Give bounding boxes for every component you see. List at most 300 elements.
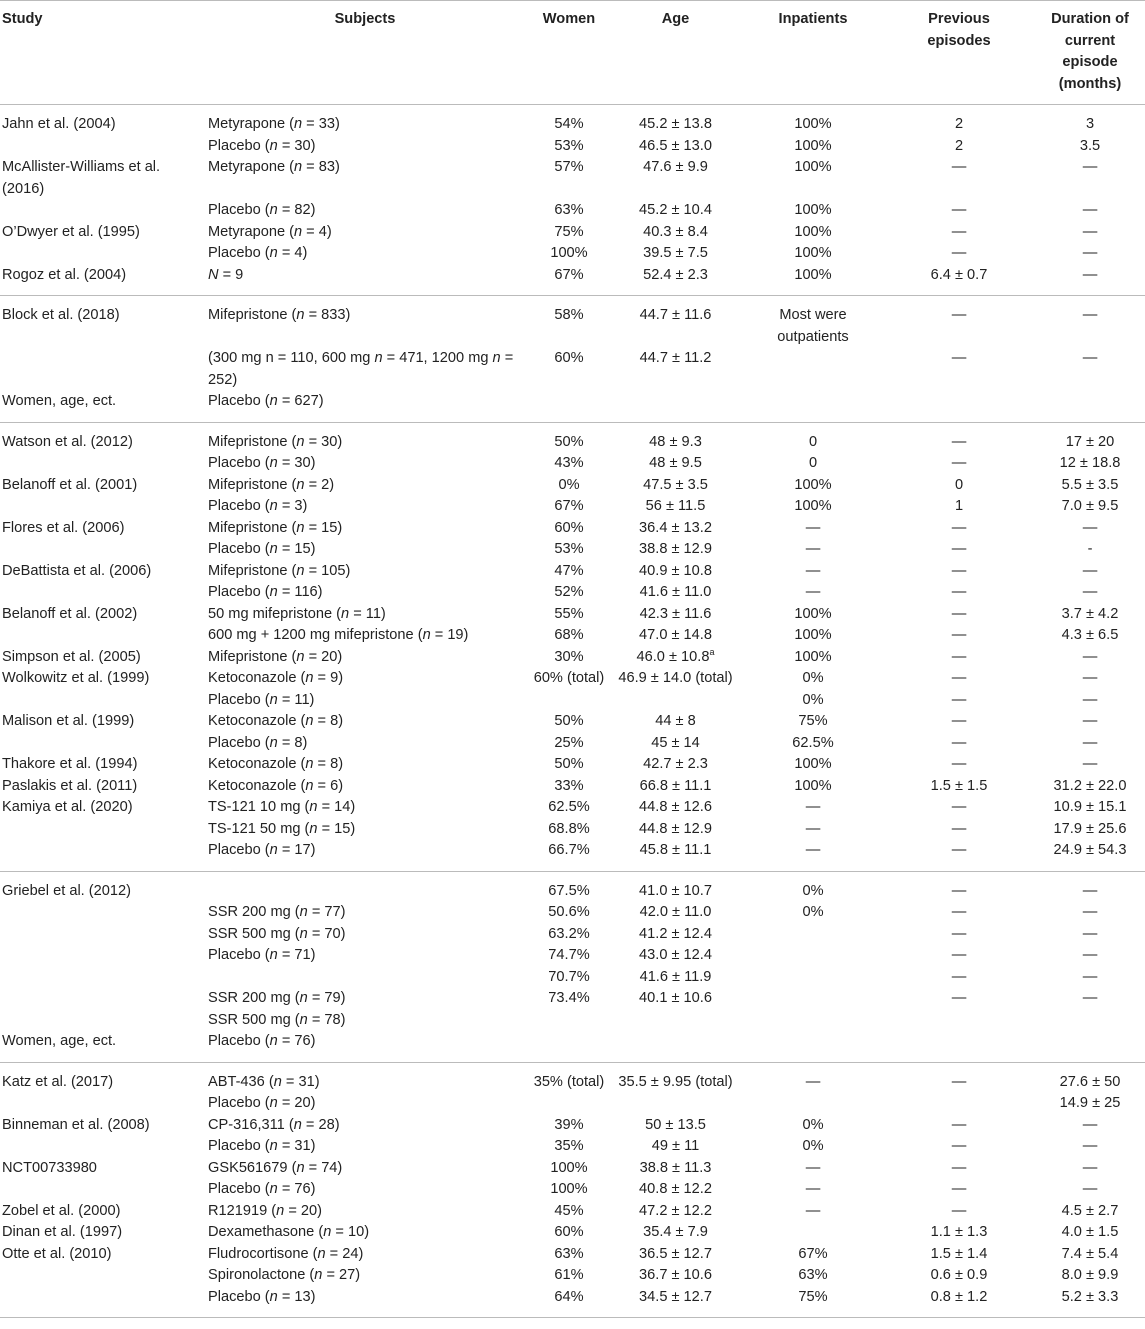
table-row <box>0 819 1145 841</box>
table-group-3 <box>0 422 1145 871</box>
cell-study <box>0 967 200 989</box>
cell-duration: — <box>1082 904 1098 920</box>
cell-study <box>0 243 200 265</box>
cell-age: 44.8 ± 12.6 <box>639 799 712 815</box>
cell-previous-episodes: — <box>951 350 967 366</box>
cell-age: 47.5 ± 3.5 <box>643 476 708 493</box>
cell-duration: 5.5 ± 3.5 <box>1061 476 1119 493</box>
cell-inpatients: 100% <box>794 777 832 794</box>
table-group-2 <box>0 296 1145 423</box>
cell-previous-episodes: — <box>951 605 967 622</box>
cell-inpatients: 0% <box>802 882 824 899</box>
cell-study: Rogoz et al. (2004) <box>2 266 127 283</box>
cell-study: Block et al. (2018) <box>2 307 120 323</box>
cell-subjects: Placebo (n = 30) <box>208 137 316 154</box>
cell-previous-episodes: — <box>951 820 967 837</box>
cell-duration: — <box>1082 519 1098 536</box>
cell-subjects: Placebo (n = 71) <box>208 947 316 963</box>
cell-women: 60% <box>554 350 584 366</box>
cell-duration: 7.4 ± 5.4 <box>1061 1245 1119 1262</box>
cell-previous-episodes: — <box>951 799 967 815</box>
cell-study <box>0 1093 200 1115</box>
cell-duration: 4.5 ± 2.7 <box>1061 1202 1119 1219</box>
cell-women: 55% <box>554 605 584 622</box>
cell-previous-episodes: — <box>951 713 967 729</box>
table-row <box>0 647 1145 669</box>
cell-study: Binneman et al. (2008) <box>2 1116 150 1133</box>
cell-duration: — <box>1082 947 1098 963</box>
cell-subjects: Placebo (n = 17) <box>208 842 316 858</box>
cell-inpatients: 100% <box>794 137 832 154</box>
cell-previous-episodes: — <box>951 584 967 600</box>
cell-study <box>0 733 200 755</box>
cell-study: Wolkowitz et al. (1999) <box>2 670 150 686</box>
cell-inpatients: 75% <box>798 1288 828 1305</box>
cell-study: NCT00733980 <box>2 1159 97 1176</box>
cell-subjects: Placebo (n = 116) <box>208 584 323 600</box>
cell-duration: — <box>1082 159 1098 175</box>
cell-duration: — <box>1082 1116 1098 1133</box>
table-row <box>0 582 1145 604</box>
cell-inpatients: 100% <box>794 116 832 132</box>
cell-inpatients: 100% <box>794 202 832 218</box>
cell-inpatients: 0% <box>802 1116 824 1133</box>
cell-previous-episodes: — <box>951 1159 967 1176</box>
cell-subjects: Mifepristone (n = 833) <box>208 307 351 323</box>
cell-age: 45.2 ± 13.8 <box>639 116 712 132</box>
cell-previous-episodes: — <box>951 627 967 643</box>
cell-subjects: Placebo (n = 11) <box>208 691 315 708</box>
cell-women: 63.2% <box>548 925 590 942</box>
cell-previous-episodes: — <box>951 307 967 323</box>
cell-women: 50.6% <box>548 904 590 920</box>
table-row <box>0 391 1145 422</box>
cell-inpatients: 63% <box>798 1267 828 1283</box>
cell-subjects <box>200 967 530 989</box>
cell-age: 36.7 ± 10.6 <box>639 1267 712 1283</box>
cell-duration: 3 <box>1085 116 1095 132</box>
table-row <box>0 243 1145 265</box>
cell-previous-episodes: — <box>951 756 967 772</box>
table-row <box>0 1010 1145 1032</box>
cell-age: 45.8 ± 11.1 <box>639 842 712 858</box>
cell-subjects: Placebo (n = 31) <box>208 1138 316 1154</box>
table-row <box>0 1244 1145 1266</box>
table-row <box>0 496 1145 518</box>
cell-previous-episodes <box>883 1010 1035 1032</box>
cell-inpatients: — <box>805 842 821 858</box>
cell-duration <box>1035 391 1145 422</box>
cell-study <box>0 1136 200 1158</box>
table-row <box>0 690 1145 712</box>
cell-previous-episodes: — <box>951 519 967 536</box>
cell-inpatients: 100% <box>794 627 832 643</box>
cell-study <box>0 690 200 712</box>
cell-inpatients <box>743 945 883 967</box>
table-row <box>0 924 1145 946</box>
cell-study: Griebel et al. (2012) <box>2 882 131 899</box>
cell-study: Jahn et al. (2004) <box>2 116 116 132</box>
header-duration: Duration of current episode (months) <box>1051 11 1129 92</box>
cell-study <box>0 1179 200 1201</box>
cell-duration: 8.0 ± 9.9 <box>1061 1267 1119 1283</box>
table-row <box>0 539 1145 561</box>
table-row <box>0 200 1145 222</box>
cell-study: Belanoff et al. (2001) <box>2 476 138 493</box>
cell-study <box>0 200 200 222</box>
table-row <box>0 518 1145 540</box>
cell-study: Simpson et al. (2005) <box>2 648 141 665</box>
cell-study: Katz et al. (2017) <box>2 1073 114 1090</box>
table-row <box>0 871 1145 902</box>
cell-subjects: SSR 500 mg (n = 78) <box>208 1011 346 1028</box>
cell-women: 63% <box>554 1245 584 1262</box>
cell-duration: — <box>1082 1181 1098 1197</box>
table-row <box>0 265 1145 296</box>
cell-study <box>0 988 200 1010</box>
cell-women: 47% <box>554 562 584 579</box>
table-row <box>0 561 1145 583</box>
table-group-4 <box>0 871 1145 1062</box>
cell-study: Thakore et al. (1994) <box>2 756 138 772</box>
cell-study: DeBattista et al. (2006) <box>2 562 152 579</box>
cell-women: 75% <box>554 223 584 240</box>
cell-previous-episodes: — <box>951 904 967 920</box>
cell-women: 68.8% <box>548 820 590 837</box>
cell-age: 66.8 ± 11.1 <box>639 777 712 794</box>
cell-duration: — <box>1082 756 1098 772</box>
cell-previous-episodes: 0 <box>954 476 964 493</box>
cell-age: 41.2 ± 12.4 <box>639 925 712 942</box>
cell-subjects: TS-121 10 mg (n = 14) <box>208 799 356 815</box>
cell-subjects: Metyrapone (n = 83) <box>208 159 340 175</box>
cell-women <box>530 690 608 712</box>
cell-duration: — <box>1082 562 1098 579</box>
cell-women: 58% <box>554 307 584 323</box>
cell-age: 39.5 ± 7.5 <box>643 245 708 261</box>
cell-duration: — <box>1082 968 1098 985</box>
cell-women: 74.7% <box>548 947 590 963</box>
cell-duration <box>1035 1010 1145 1032</box>
cell-women: 100% <box>550 1181 588 1197</box>
cell-duration: 31.2 ± 22.0 <box>1053 777 1127 794</box>
cell-subjects: Ketoconazole (n = 9) <box>208 670 344 686</box>
cell-study <box>0 819 200 841</box>
cell-inpatients <box>743 1010 883 1032</box>
cell-women: 39% <box>554 1116 584 1133</box>
cell-subjects: Fludrocortisone (n = 24) <box>208 1245 364 1262</box>
cell-inpatients: — <box>805 820 821 837</box>
cell-previous-episodes <box>883 1031 1035 1062</box>
table-header <box>0 1 1145 105</box>
cell-subjects: Placebo (n = 30) <box>208 455 316 471</box>
cell-age: 35.4 ± 7.9 <box>643 1224 708 1240</box>
cell-age: 47.2 ± 12.2 <box>639 1202 712 1219</box>
table-row <box>0 1265 1145 1287</box>
cell-study <box>0 496 200 518</box>
cell-age <box>608 1093 743 1115</box>
cell-duration: 4.0 ± 1.5 <box>1061 1224 1119 1240</box>
cell-study <box>0 945 200 967</box>
cell-women: 0% <box>558 476 580 493</box>
cell-previous-episodes: 1.5 ± 1.4 <box>930 1245 988 1262</box>
cell-inpatients: — <box>805 1073 821 1090</box>
cell-previous-episodes: — <box>951 1116 967 1133</box>
cell-inpatients: — <box>805 562 821 579</box>
cell-previous-episodes: — <box>951 734 967 751</box>
table-row <box>0 1201 1145 1223</box>
cell-study: Dinan et al. (1997) <box>2 1224 123 1240</box>
cell-previous-episodes: — <box>951 245 967 261</box>
cell-duration: — <box>1082 350 1098 366</box>
table-row <box>0 296 1145 349</box>
cell-inpatients: — <box>805 1181 821 1197</box>
cell-duration: 27.6 ± 50 <box>1059 1073 1121 1090</box>
cell-inpatients: — <box>805 541 821 557</box>
cell-inpatients: — <box>805 1159 821 1176</box>
cell-women: 100% <box>550 245 588 261</box>
cell-previous-episodes: — <box>951 1138 967 1154</box>
cell-age: 36.5 ± 12.7 <box>639 1245 712 1262</box>
cell-subjects: Metyrapone (n = 33) <box>208 116 340 132</box>
cell-previous-episodes: 0.6 ± 0.9 <box>930 1267 988 1283</box>
cell-previous-episodes: — <box>951 159 967 175</box>
cell-previous-episodes: — <box>951 223 967 240</box>
cell-duration: — <box>1082 1138 1098 1154</box>
cell-subjects: Placebo (n = 8) <box>208 734 308 751</box>
cell-age: 40.3 ± 8.4 <box>643 223 708 240</box>
table-group-1 <box>0 105 1145 296</box>
cell-inpatients: 100% <box>794 223 832 240</box>
cell-study <box>0 348 200 391</box>
cell-study: Paslakis et al. (2011) <box>2 777 138 794</box>
cell-duration: — <box>1082 648 1098 665</box>
cell-women: 100% <box>550 1159 588 1176</box>
table-row <box>0 1287 1145 1318</box>
cell-women: 73.4% <box>548 990 590 1006</box>
cell-subjects: R121919 (n = 20) <box>208 1202 323 1219</box>
cell-previous-episodes: 1.1 ± 1.3 <box>930 1224 988 1240</box>
cell-women: 60% (total) <box>533 670 605 686</box>
cell-previous-episodes: — <box>951 455 967 471</box>
cell-study: O’Dwyer et al. (1995) <box>2 223 140 240</box>
cell-women: 43% <box>554 455 584 471</box>
cell-inpatients: 100% <box>794 648 832 665</box>
cell-age: 44.7 ± 11.2 <box>639 350 712 366</box>
cell-duration: 5.2 ± 3.3 <box>1061 1288 1119 1305</box>
cell-age: 38.8 ± 11.3 <box>639 1159 712 1176</box>
cell-inpatients: 100% <box>794 476 832 493</box>
cell-duration: 7.0 ± 9.5 <box>1061 498 1119 514</box>
table-row <box>0 136 1145 158</box>
cell-previous-episodes: — <box>951 541 967 557</box>
cell-age: 49 ± 11 <box>651 1138 700 1154</box>
table-row <box>0 1062 1145 1093</box>
cell-duration: — <box>1082 1159 1098 1176</box>
table-row <box>0 776 1145 798</box>
cell-subjects: SSR 200 mg (n = 79) <box>208 990 346 1006</box>
cell-duration: — <box>1082 202 1098 218</box>
cell-previous-episodes <box>883 391 1035 422</box>
cell-age: 38.8 ± 12.9 <box>639 541 712 557</box>
cell-inpatients: 0 <box>808 433 818 450</box>
cell-inpatients: 0 <box>808 455 818 471</box>
cell-inpatients <box>743 1093 883 1115</box>
cell-age: 40.1 ± 10.6 <box>639 990 712 1006</box>
cell-previous-episodes: — <box>951 691 967 708</box>
cell-previous-episodes: — <box>951 968 967 985</box>
cell-duration: 10.9 ± 15.1 <box>1053 799 1127 815</box>
cell-inpatients <box>743 391 883 422</box>
cell-inpatients <box>743 1031 883 1062</box>
cell-previous-episodes: 2 <box>954 116 964 132</box>
cell-inpatients: — <box>805 799 821 815</box>
cell-inpatients: — <box>805 1202 821 1219</box>
header-previous-episodes: Previous episodes <box>927 11 991 49</box>
cell-women: 33% <box>554 777 584 794</box>
cell-study <box>0 1265 200 1287</box>
cell-subjects: Placebo (n = 13) <box>208 1288 316 1305</box>
cell-study: Women, age, ect. <box>2 393 117 409</box>
cell-women: 66.7% <box>548 842 590 858</box>
cell-women: 35% <box>554 1138 584 1154</box>
cell-subjects: ABT-436 (n = 31) <box>208 1073 320 1090</box>
cell-age: 45 ± 14 <box>651 734 700 751</box>
cell-previous-episodes: — <box>951 882 967 899</box>
cell-inpatients: — <box>805 584 821 600</box>
table-row <box>0 1031 1145 1062</box>
cell-subjects: Placebo (n = 82) <box>208 202 316 218</box>
header-age: Age <box>661 11 690 27</box>
table-row <box>0 902 1145 924</box>
cell-inpatients: 100% <box>794 159 832 175</box>
cell-duration: — <box>1082 990 1098 1006</box>
table-row <box>0 988 1145 1010</box>
cell-age: 40.9 ± 10.8 <box>639 562 712 579</box>
cell-previous-episodes: — <box>951 1073 967 1090</box>
table-row <box>0 1136 1145 1158</box>
cell-inpatients: 0% <box>802 670 824 686</box>
cell-subjects: Placebo (n = 20) <box>208 1095 316 1111</box>
cell-age: 52.4 ± 2.3 <box>643 266 708 283</box>
cell-subjects: Placebo (n = 4) <box>208 245 308 261</box>
cell-study <box>0 902 200 924</box>
cell-previous-episodes: — <box>951 670 967 686</box>
cell-inpatients: 62.5% <box>792 734 834 751</box>
cell-subjects: Ketoconazole (n = 6) <box>208 777 344 794</box>
cell-subjects: Metyrapone (n = 4) <box>208 223 332 240</box>
table-row <box>0 1093 1145 1115</box>
cell-study: Kamiya et al. (2020) <box>2 799 133 815</box>
cell-age: 47.0 ± 14.8 <box>639 627 712 643</box>
cell-study: Zobel et al. (2000) <box>2 1202 121 1219</box>
cell-subjects: N = 9 <box>208 266 244 283</box>
cell-age: 47.6 ± 9.9 <box>643 159 708 175</box>
cell-subjects: Mifepristone (n = 30) <box>208 433 343 450</box>
table-row <box>0 967 1145 989</box>
cell-duration: 17 ± 20 <box>1065 433 1115 450</box>
table-row <box>0 422 1145 453</box>
cell-previous-episodes: — <box>951 925 967 942</box>
cell-age: 40.8 ± 12.2 <box>639 1181 712 1197</box>
cell-previous-episodes: — <box>951 1202 967 1219</box>
cell-duration: 3.5 <box>1079 137 1101 154</box>
cell-inpatients: Most were outpatients <box>777 307 849 345</box>
cell-women <box>530 1010 608 1032</box>
cell-inpatients <box>743 988 883 1010</box>
cell-age <box>608 391 743 422</box>
cell-subjects: Mifepristone (n = 2) <box>208 476 335 493</box>
cell-inpatients: 100% <box>794 756 832 772</box>
cell-duration: — <box>1082 882 1098 899</box>
cell-study: Malison et al. (1999) <box>2 713 135 729</box>
cell-age <box>608 690 743 712</box>
cell-inpatients <box>743 348 883 391</box>
cell-previous-episodes: — <box>951 433 967 450</box>
cell-subjects: Placebo (n = 627) <box>208 393 324 409</box>
cell-inpatients: — <box>805 519 821 536</box>
cell-age: 45.2 ± 10.4 <box>639 202 712 218</box>
cell-women: 53% <box>554 541 584 557</box>
table-row <box>0 945 1145 967</box>
cell-subjects: SSR 500 mg (n = 70) <box>208 925 346 942</box>
cell-women: 45% <box>554 1202 584 1219</box>
cell-subjects: (300 mg n = 110, 600 mg n = 471, 1200 mg n = 252) <box>208 350 514 388</box>
cell-previous-episodes: — <box>951 947 967 963</box>
cell-women: 50% <box>554 756 584 772</box>
cell-inpatients: 100% <box>794 245 832 261</box>
cell-women: 60% <box>554 1224 584 1240</box>
cell-duration: — <box>1082 307 1098 323</box>
cell-age <box>608 1031 743 1062</box>
cell-duration: 4.3 ± 6.5 <box>1061 627 1119 643</box>
cell-previous-episodes: 1.5 ± 1.5 <box>930 777 988 794</box>
cell-previous-episodes: 1 <box>954 498 964 514</box>
cell-age: 41.0 ± 10.7 <box>639 882 712 899</box>
cell-previous-episodes: — <box>951 1181 967 1197</box>
cell-study <box>0 582 200 604</box>
cell-women: 53% <box>554 137 584 154</box>
cell-duration <box>1035 1031 1145 1062</box>
cell-inpatients: 0% <box>802 904 824 920</box>
header-subjects: Subjects <box>334 11 396 27</box>
cell-age: 43.0 ± 12.4 <box>639 947 712 963</box>
cell-subjects: GSK561679 (n = 74) <box>208 1159 343 1176</box>
cell-subjects: Ketoconazole (n = 8) <box>208 713 344 729</box>
cell-age: 56 ± 11.5 <box>645 498 706 514</box>
cell-age: 42.3 ± 11.6 <box>639 605 712 622</box>
cell-inpatients: 100% <box>794 266 832 283</box>
cell-subjects: Mifepristone (n = 15) <box>208 519 343 536</box>
cell-age: 44.7 ± 11.6 <box>639 307 712 323</box>
cell-subjects: Spironolactone (n = 27) <box>208 1267 361 1283</box>
cell-duration: — <box>1082 223 1098 240</box>
cell-previous-episodes: — <box>951 202 967 218</box>
cell-women: 61% <box>554 1267 584 1283</box>
cell-age: 50 ± 13.5 <box>645 1116 706 1133</box>
cell-subjects: Placebo (n = 76) <box>208 1181 316 1197</box>
table-row <box>0 348 1145 391</box>
cell-inpatients <box>743 967 883 989</box>
cell-women <box>530 1093 608 1115</box>
cell-study: Watson et al. (2012) <box>2 433 133 450</box>
cell-women: 62.5% <box>548 799 590 815</box>
cell-age: 42.0 ± 11.0 <box>639 904 712 920</box>
cell-women: 30% <box>554 648 584 665</box>
cell-age: 48 ± 9.3 <box>649 433 702 450</box>
cell-duration: 14.9 ± 25 <box>1059 1095 1121 1111</box>
cell-age: 46.9 ± 14.0 (total) <box>618 670 733 686</box>
